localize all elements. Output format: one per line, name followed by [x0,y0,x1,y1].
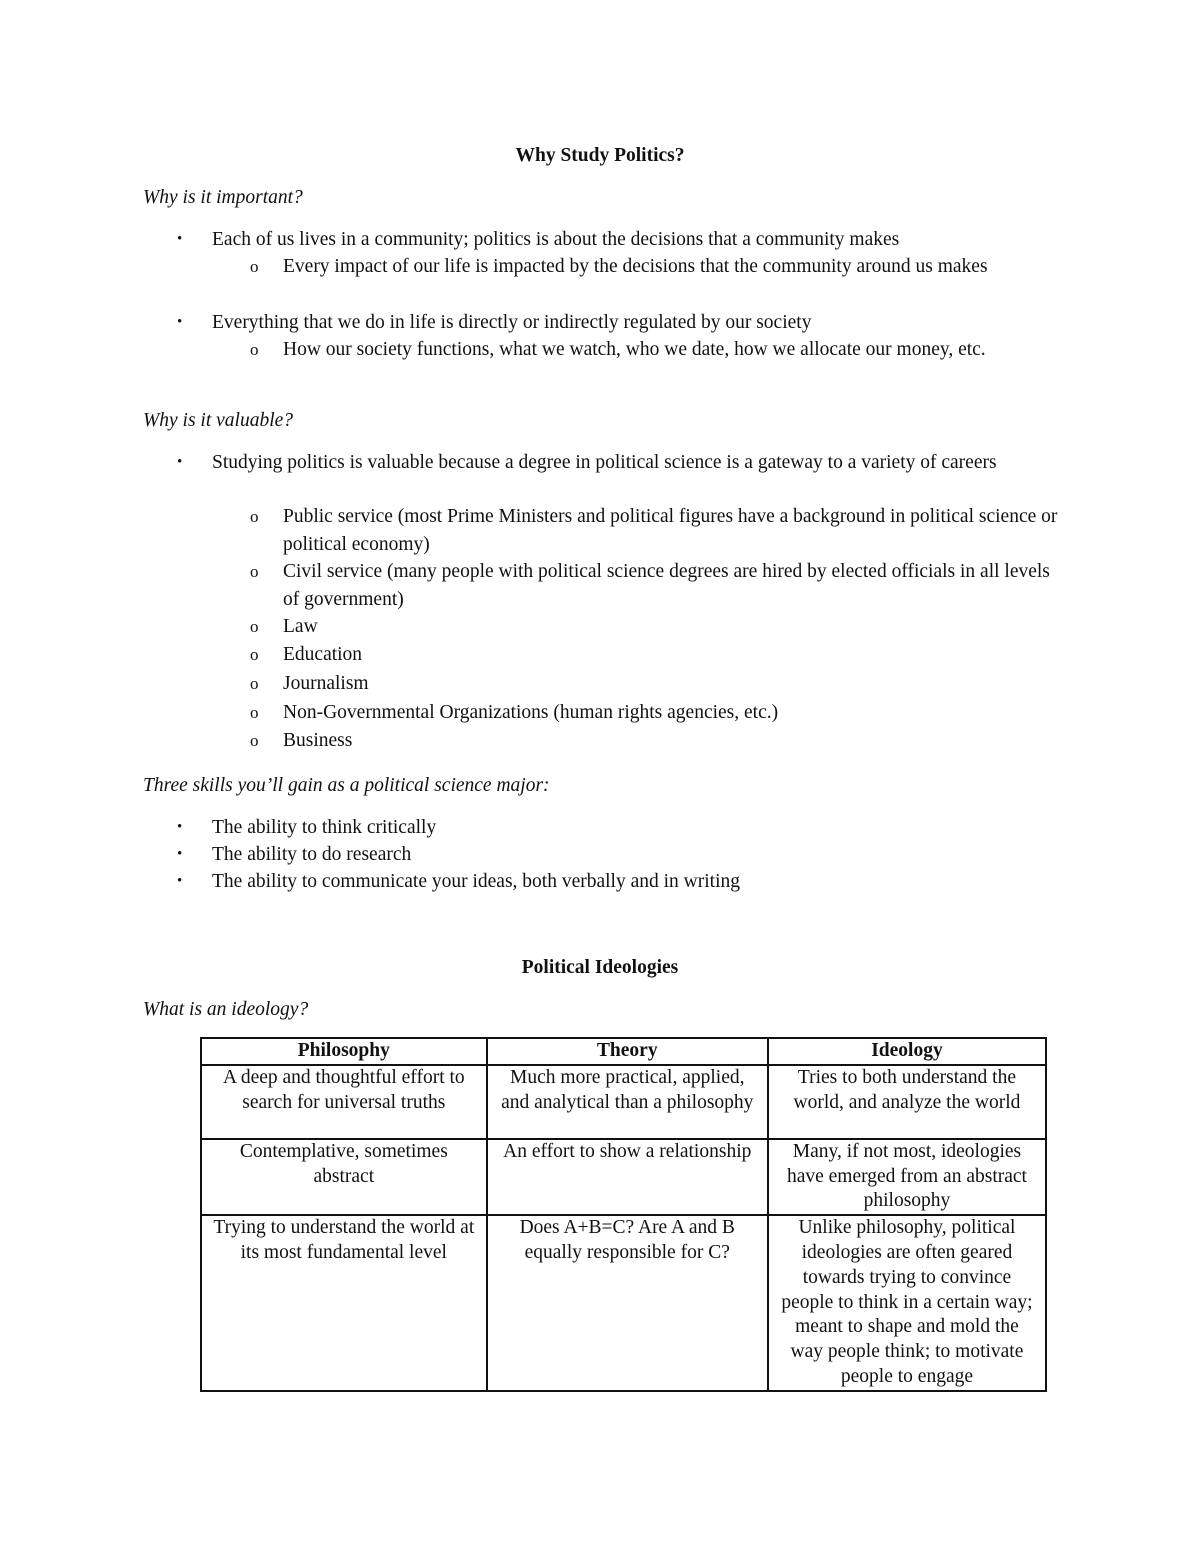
ideology-comparison-table [200,1037,1047,1392]
sub-bullet-item [250,699,1063,727]
sub-bullet-item [250,253,1063,281]
question-what-is-ideology: What is an ideology? [143,999,309,1020]
sub-bullet-text: Every impact of our life is impacted by the decisions that the community around us makes [283,256,988,277]
bullet-item [177,868,1062,896]
sub-bullet-item [250,670,1063,698]
sub-bullet-text: Non-Governmental Organizations (human rights agencies, etc.) [283,702,779,723]
bullet-item [177,309,1062,337]
table-cell: Trying to understand the world at its most fundamental level [201,1215,487,1391]
table-cell: A deep and thoughtful effort to search for universal truths [201,1065,487,1139]
sub-bullet-text: How our society functions, what we watch, who we date, how we allocate our money, etc. [283,339,986,360]
section-title-why-study-politics: Why Study Politics? [515,145,685,166]
table-header-row [201,1038,1046,1065]
sub-bullet-icon: o [250,674,259,693]
column-header-philosophy: Philosophy [201,1038,487,1065]
table-cell: Does A+B=C? Are A and B equally responsible for C? [487,1215,768,1391]
question-why-important: Why is it important? [143,187,303,208]
table-cell: Much more practical, applied, and analytical than a philosophy [487,1065,768,1139]
table-cell: Many, if not most, ideologies have emerged from an abstract philosophy [768,1139,1046,1215]
sub-bullet-item [250,613,1063,641]
table-row [201,1139,1046,1215]
sub-bullet-item [250,727,1063,755]
bullet-icon: • [177,873,183,889]
column-header-ideology: Ideology [768,1038,1046,1065]
sub-bullet-icon: o [250,507,259,526]
sub-bullet-item [250,336,1063,364]
bullet-text: Studying politics is valuable because a degree in political science is a gateway to a variety of careers [212,452,997,473]
sub-bullet-item [250,503,1063,558]
bullet-item [177,841,1062,869]
bullet-text: The ability to think critically [212,817,437,838]
sub-bullet-item [250,641,1063,669]
bullet-text: Everything that we do in life is directly or indirectly regulated by our society [212,312,812,333]
bullet-icon: • [177,314,183,330]
sub-bullet-icon: o [250,617,259,636]
table-cell: Contemplative, sometimes abstract [201,1139,487,1215]
sub-bullet-icon: o [250,731,259,750]
table-row [201,1215,1046,1391]
table-cell: An effort to show a relationship [487,1139,768,1215]
sub-bullet-item [250,558,1063,613]
sub-bullet-text: Public service (most Prime Ministers and political figures have a background in political science or political economy) [283,506,1058,555]
bullet-text: Each of us lives in a community; politics is about the decisions that a community makes [212,229,900,250]
bullet-text: The ability to communicate your ideas, both verbally and in writing [212,871,740,892]
sub-bullet-text: Journalism [283,673,369,694]
table-cell: Tries to both understand the world, and analyze the world [768,1065,1046,1139]
bullet-icon: • [177,819,183,835]
question-why-valuable: Why is it valuable? [143,410,294,431]
sub-bullet-text: Business [283,730,353,751]
bullet-icon: • [177,846,183,862]
table-cell: Unlike philosophy, political ideologies are often geared towards trying to convince people to think in a certain way; meant to shape and mold the way people think; to motivate people to engage [768,1215,1046,1391]
bullet-icon: • [177,454,183,470]
sub-bullet-icon: o [250,645,259,664]
sub-bullet-icon: o [250,340,259,359]
sub-bullet-icon: o [250,257,259,276]
table-row [201,1065,1046,1139]
sub-bullet-icon: o [250,703,259,722]
bullet-item [177,449,1062,477]
question-three-skills: Three skills you’ll gain as a political science major: [143,775,550,796]
sub-bullet-icon: o [250,562,259,581]
column-header-theory: Theory [487,1038,768,1065]
bullet-icon: • [177,231,183,247]
sub-bullet-text: Civil service (many people with political science degrees are hired by elected officials in all levels of government) [283,561,1050,610]
sub-bullet-text: Law [283,616,318,637]
bullet-item [177,814,1062,842]
bullet-text: The ability to do research [212,844,412,865]
sub-bullet-text: Education [283,644,363,665]
section-title-political-ideologies: Political Ideologies [521,957,679,978]
bullet-item [177,226,1062,254]
